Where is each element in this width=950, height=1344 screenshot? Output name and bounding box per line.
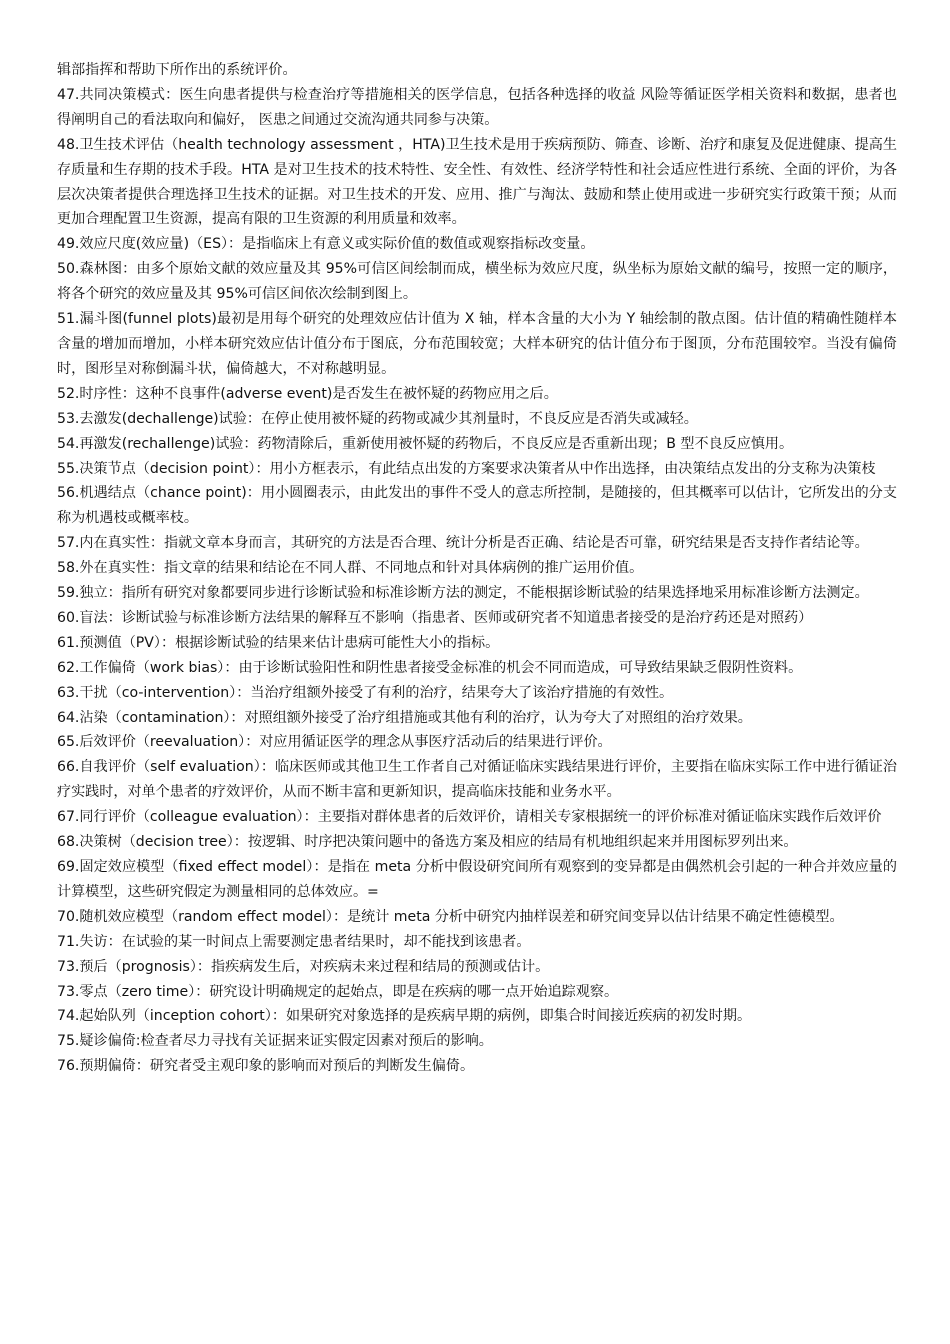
entry-57-internal-validity: 57.内在真实性：指就文章本身而言，其研究的方法是否合理、统计分析是否正确、结论是否可靠，研究结果是否支持作者结论等。 [57,535,869,552]
entry-73-zero-time: 73.零点（zero time）：研究设计明确规定的起始点，即是在疾病的哪一点开始追踪观察。 [57,983,619,1000]
entry-64-contamination: 64.沾染（contamination）：对照组额外接受了治疗组措施或其他有利的治疗，认为夸大了对照组的治疗效果。 [57,709,752,726]
entry-62-work-bias: 62.工作偏倚（work bias）：由于诊断试验阳性和阴性患者接受金标准的机会不同而造成，可导致结果缺乏假阴性资料。 [57,659,803,676]
entry-76-expectation-bias: 76.预期偏倚：研究者受主观印象的影响而对预后的判断发生偏倚。 [57,1058,475,1075]
entry-58-external-validity: 58.外在真实性：指文章的结果和结论在不同人群、不同地点和针对具体病例的推广运用价值。 [57,560,644,577]
entry-75-suspicion-bias: 75.疑诊偏倚:检查者尽力寻找有关证据来证实假定因素对预后的影响。 [57,1033,493,1050]
entry-67-colleague-evaluation: 67.同行评价（colleague evaluation）：主要指对群体患者的后效评价，请相关专家根据统一的评价标准对循证临床实践作后效评价 [57,809,882,826]
entry-71-loss-to-follow-up: 71.失访：在试验的某一时间点上需要测定患者结果时，却不能找到该患者。 [57,933,531,950]
entry-52-temporality: 52.时序性：这种不良事件(adverse event)是否发生在被怀疑的药物应用之后。 [57,385,558,402]
entry-61-predictive-value: 61.预测值（PV）：根据诊断试验的结果来估计患病可能性大小的指标。 [57,634,500,651]
entry-50-forest-plot: 50.森林图：由多个原始文献的效应量及其 95%可信区间绘制而成，横坐标为效应尺度，纵坐标为原始文献的编号，按照一定的顺序，将各个研究的效应量及其 95%可信区间依次绘制到图上。 [57,261,897,303]
entry-48-health-technology-assessment: 48.卫生技术评估（health technology assessment ，HTA)卫生技术是用于疾病预防、筛查、诊断、治疗和康复及促进健康、提高生存质量和生存期的技术手段。HTA 是对卫生技术的技术特性、安全性、有效性、经济学特性和社会适应性进行系统、全面的评价，为各层次决策者提供合理选择卫生技术的证据。对卫生技术的开发、应用、推广与淘汰、鼓励和禁止使用或进一步研究实行政策干预；从而更加合理配置卫生资源，提高有限的卫生资源的利用质量和效率。 [57,136,897,228]
entry-74-inception-cohort: 74.起始队列（inception cohort）：如果研究对象选择的是疾病早期的病例，即集合时间接近疾病的初发时期。 [57,1008,752,1025]
entry-63-co-intervention: 63.干扰（co-intervention）：当治疗组额外接受了有利的治疗，结果夸大了该治疗措施的有效性。 [57,684,674,701]
entry-55-decision-point: 55.决策节点（decision point）：用小方框表示，有此结点出发的方案要求决策者从中作出选择，由决策结点发出的分支称为决策枝 [57,460,876,477]
entry-53-dechallenge: 53.去激发(dechallenge)试验：在停止使用被怀疑的药物或减少其剂量时，不良反应是否消失或减轻。 [57,410,698,427]
entry-47-shared-decision-making: 47.共同决策模式：医生向患者提供与检查治疗等措施相关的医学信息，包括各种选择的收益 风险等循证医学相关资料和数据，患者也得阐明自己的看法取向和偏好， 医患之间通过交流沟通共同参与决策。 [57,86,897,128]
entry-54-rechallenge: 54.再激发(rechallenge)试验：药物清除后，重新使用被怀疑的药物后，不良反应是否重新出现；B 型不良反应慎用。 [57,435,794,452]
entry-66-self-evaluation: 66.自我评价（self evaluation）：临床医师或其他卫生工作者自己对循证临床实践结果进行评价，主要指在临床实际工作中进行循证治疗实践时，对单个患者的疗效评价，从而不断丰富和更新知识，提高临床技能和业务水平。 [57,759,897,801]
entry-73-prognosis: 73.预后（prognosis）：指疾病发生后，对疾病未来过程和结局的预测或估计。 [57,958,550,975]
entry-65-reevaluation: 65.后效评价（reevaluation）：对应用循证医学的理念从事医疗活动后的结果进行评价。 [57,734,612,751]
entry-69-fixed-effect-model: 69.固定效应模型（fixed effect model）：是指在 meta 分析中假设研究间所有观察到的变异都是由偶然机会引起的一种合并效应量的计算模型，这些研究假定为测量相同的总体效应。= [57,859,897,900]
entry-51-funnel-plot: 51.漏斗图(funnel plots)最初是用每个研究的处理效应估计值为 X 轴，样本含量的大小为 Y 轴绘制的散点图。估计值的精确性随样本含量的增加而增加，小样本研究效应估计值分布于图底，分布范围较宽；大样本研究的估计值分布于图顶，分布范围较窄。当没有偏倚时，图形呈对称倒漏斗状，偏倚越大，不对称越明显。 [57,311,897,377]
entry-46-continuation: 辑部指挥和帮助下所作出的系统评价。 [57,62,297,78]
entry-59-independence: 59.独立：指所有研究对象都要同步进行诊断试验和标准诊断方法的测定，不能根据诊断试验的结果选择地采用标准诊断方法测定。 [57,585,869,602]
entry-60-blinding: 60.盲法：诊断试验与标准诊断方法结果的解释互不影响（指患者、医师或研究者不知道患者接受的是治疗药还是对照药） [57,609,813,626]
entry-70-random-effect-model: 70.随机效应模型（random effect model）：是统计 meta 分析中研究内抽样误差和研究间变异以估计结果不确定性德模型。 [57,908,844,925]
entry-49-effect-size: 49.效应尺度(效应量)（ES）：是指临床上有意义或实际价值的数值或观察指标改变量。 [57,236,595,253]
entry-56-chance-point: 56.机遇结点（chance point)：用小圆圈表示，由此发出的事件不受人的意志所控制，是随接的，但其概率可以估计，它所发出的分支称为机遇枝或概率枝。 [57,485,898,527]
document-page [57,58,897,1079]
entry-68-decision-tree: 68.决策树（decision tree）：按逻辑、时序把决策问题中的备选方案及相应的结局有机地组织起来并用图标罗列出来。 [57,834,798,851]
